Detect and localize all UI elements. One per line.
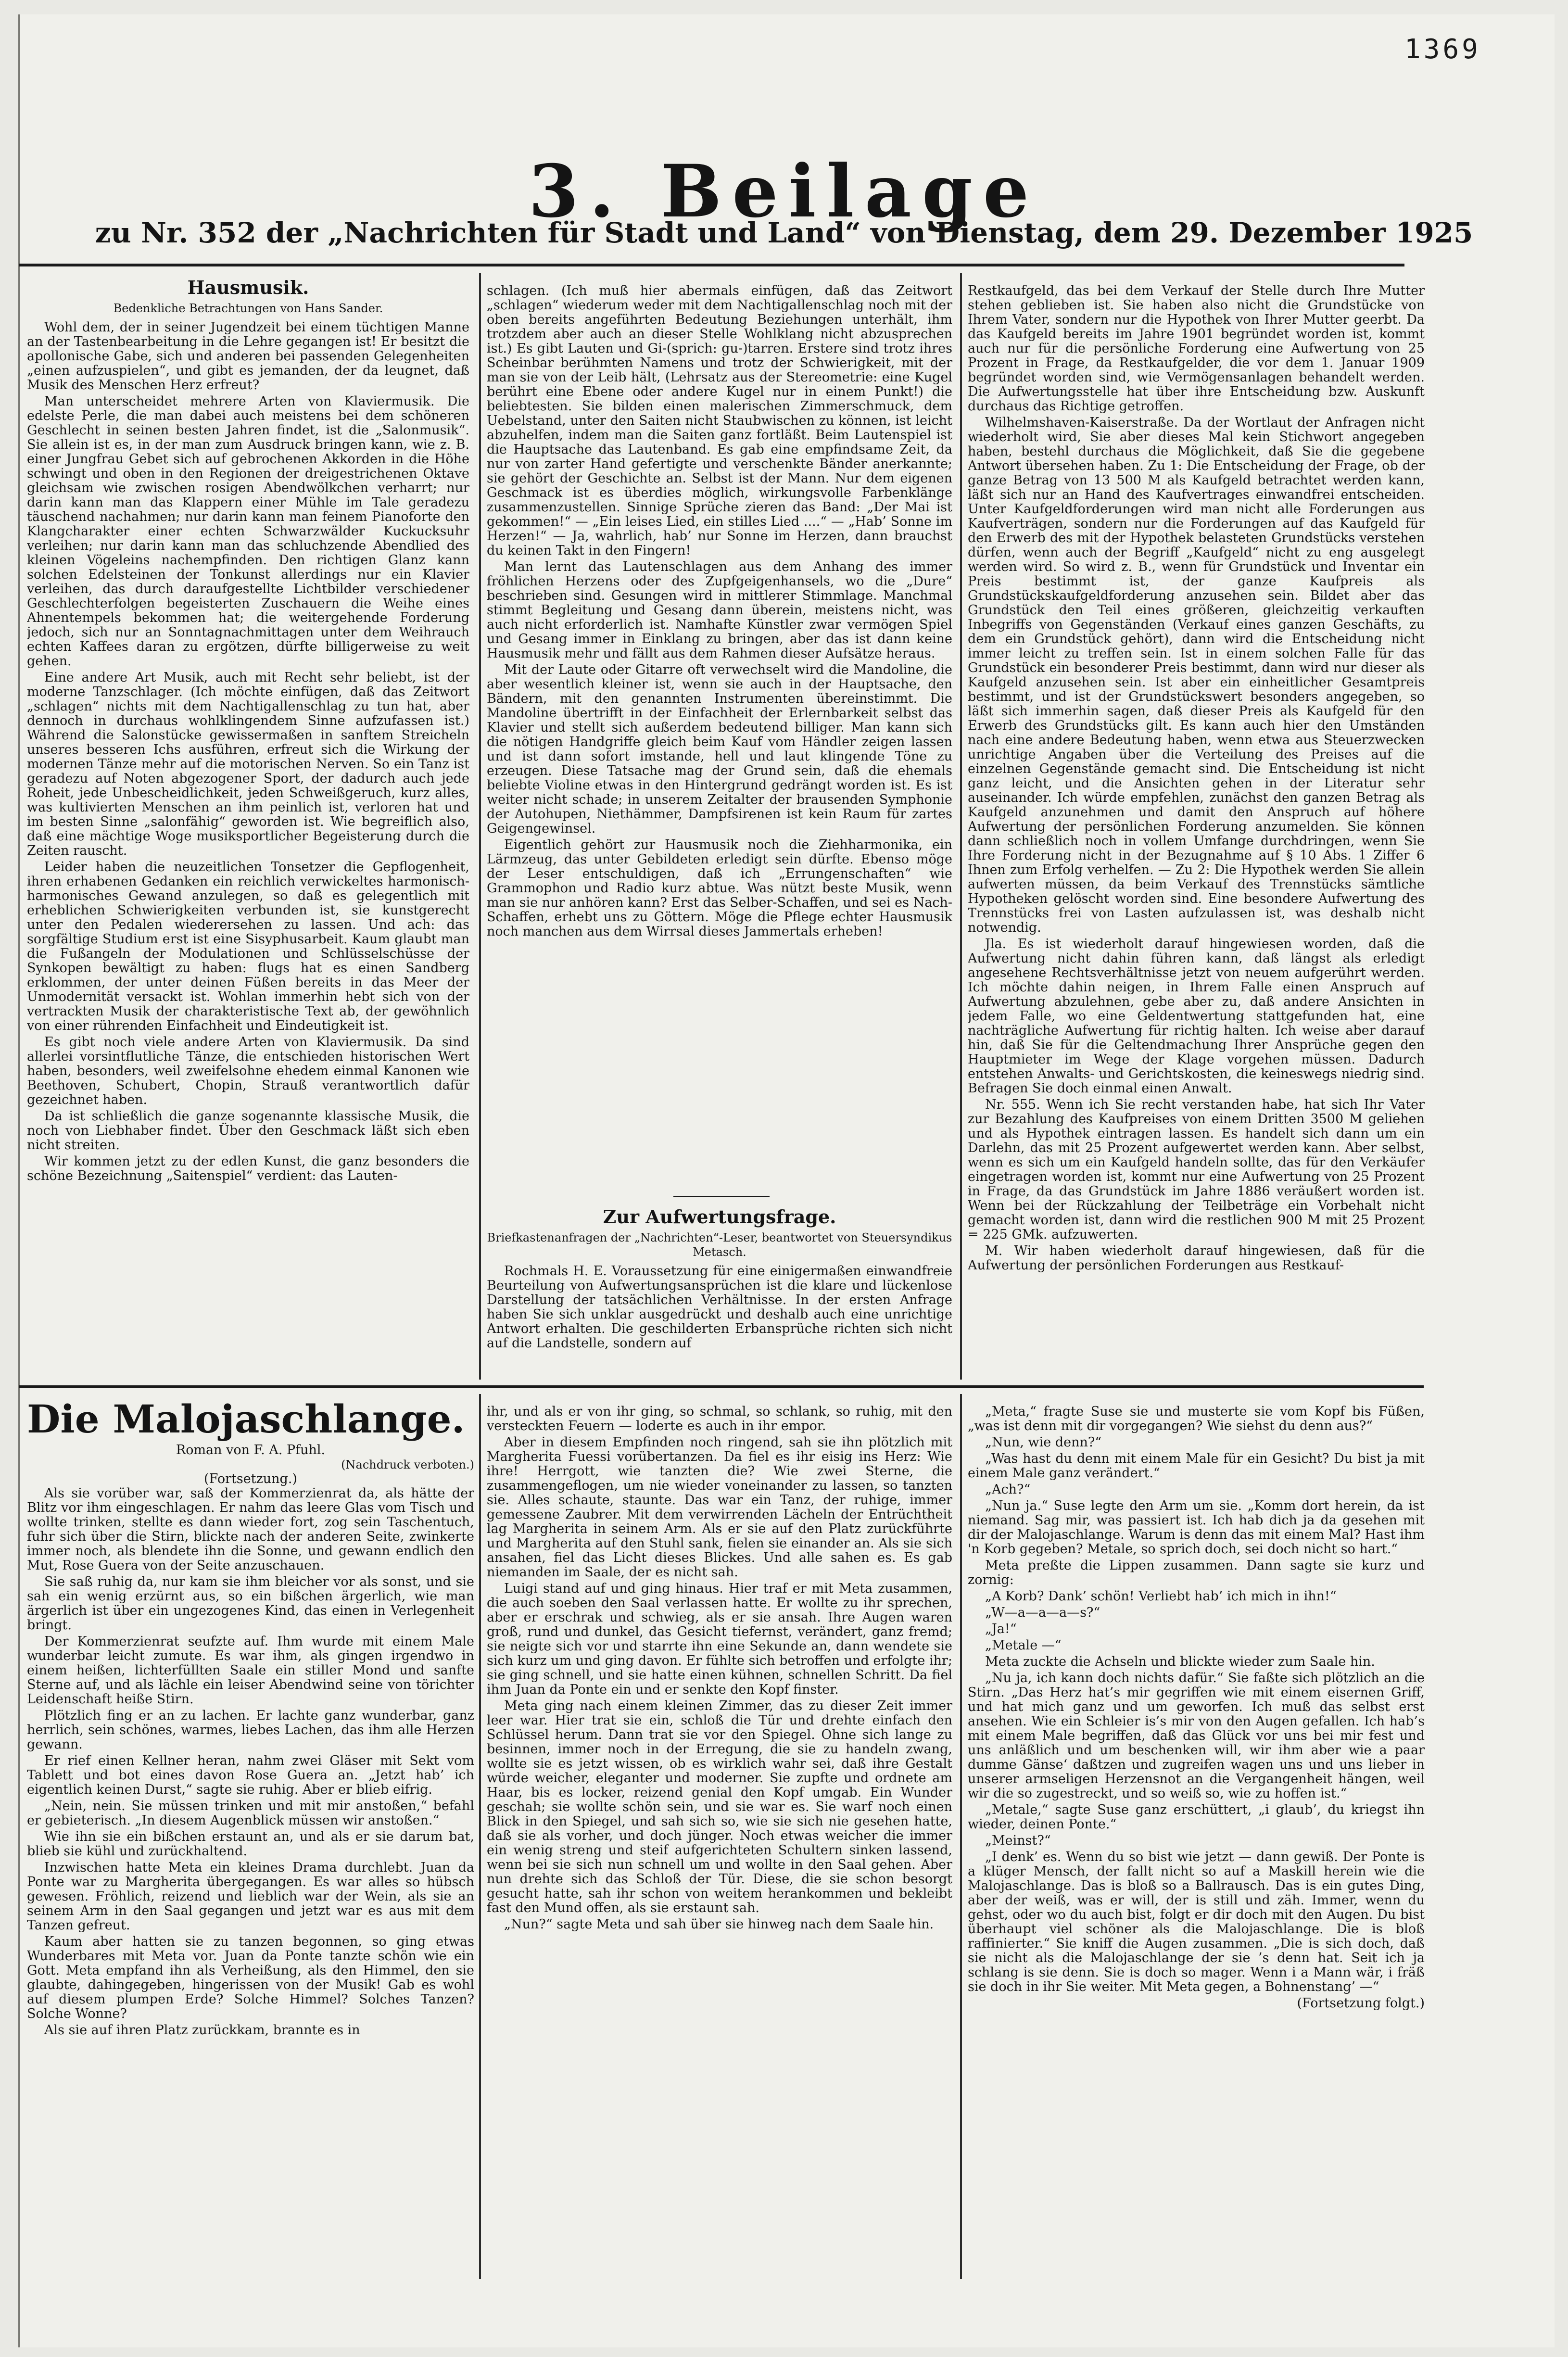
roman-paragraph: Als sie vorüber war, saß der Kommerzienrat da, als hätte der Blitz vor ihm eingeschlagen. Er nahm das leere Glas vom Tisch und wollte trinken, stellte es dann wieder fort, zog sein Taschentuch, fuhr sich über die Stirn, blickte nach der anderen Seite, zwinkerte immer noch, als blendete ihn die Sonne, und gewann endlich den Mut, Rose Guera von der Seite anzuschauen. <box>27 1486 474 1573</box>
aufwertung-column-3 <box>968 284 1425 1376</box>
masthead-rule <box>19 264 1404 266</box>
column-divider-upper-2 <box>960 273 962 1380</box>
roman-paragraph: „Nun, wie denn?“ <box>985 1435 1102 1450</box>
serial-byline: Roman von F. A. Pfuhl. <box>176 1443 326 1457</box>
hausmusik-paragraph: Wohl dem, der in seiner Jugendzeit bei einem tüchtigen Manne an der Tastenbearbeitung in die Lehre gegangen ist! Er besitzt die apollonische Gabe, sich und anderen bei passenden Gelegenheiten „einen aufzuspielen“, und gibt es jemanden, der da leugnet, daß Musik des Menschen Herz erfreut? <box>27 320 469 393</box>
roman-paragraph: „Metale —“ <box>985 1638 1062 1653</box>
roman-paragraph: „Nu ja, ich kann doch nichts dafür.“ Sie faßte sich plötzlich an die Stirn. „Das Herz hat’s mir gegriffen wie mit einem eisernen Griff, und hat mich ganz und um geworfen. Ich muß das selbst erst ansehen. Wie ein Schleier is’s mir von den Augen gefallen. Ich hab’s mit einem Male begriffen, daß das Glück vor uns bei mir fest und uns anläßlich und um beschenken will, wir ihm aber wie a paar dumme Gänse‘ daßtzen und zugreifen wagen uns und uns lieber in unserer armseligen Herzensnot an die Vergangenheit hängen, weil wir die so zugestreckt, und so weiß so, wie zu hoffen ist.“ <box>968 1671 1425 1801</box>
aufwertung-paragraph: Restkaufgeld, das bei dem Verkauf der Stelle durch Ihre Mutter stehen geblieben ist. Sie haben also nicht die Grundstücke von Ihrem Vater, sondern nur die Hypothek von Ihrer Mutter geerbt. Da das Kaufgeld bereits im Jahre 1901 begründet worden ist, kommt auch nur für die persönliche Forderung eine Aufwertung von 25 Prozent in Frage, da Restkaufgelder, die vor dem 1. Januar 1909 begründet worden sind, wie Vermögensanlagen behandelt werden. Die Aufwertungsstelle hat über ihre Entscheidung bzw. Auskunft durchaus das Richtige getroffen. <box>968 284 1425 414</box>
hausmusik-paragraph: Eine andere Art Musik, auch mit Recht sehr beliebt, ist der moderne Tanzschlager. (Ich möchte einfügen, daß das Zeitwort „schlagen“ nichts mit dem Nachtigallenschlag zu tun hat, aber dennoch in durchaus wohlklingendem Sinne aufzufassen ist.) Während die Salonstücke gewissermaßen in sanftem Streicheln unseres besseren Ichs ausführen, erfreut sich die Wirkung der modernen Tänze mehr auf die motorischen Nerven. So ein Tanz ist geradezu auf Noten abgezogener Sport, der dadurch auch jede Roheit, jede Unbescheidlichkeit, jeden Schweißgeruch, kurz alles, was kultivierten Menschen an ihm peinlich ist, verloren hat und im besten Sinne „salonfähig“ geworden ist. Wie begreiflich also, daß eine mächtige Woge musiksportlicher Begeisterung durch die Zeiten rauscht. <box>27 670 469 858</box>
aufwertung-subtitle: Briefkastenanfragen der „Nachrichten“-Leser, beantwortet von Steuersyndikus Metasch. <box>487 1231 952 1259</box>
hausmusik-paragraph: Mit der Laute oder Gitarre oft verwechselt wird die Mandoline, die aber wesentlich kleiner ist, wenn sie auch in der Hauptsache, den Bändern, mit den genannten Instrumenten übereinstimmt. Die Mandoline übertrifft in der Einfachheit der Erlernbarkeit selbst das Klavier und stellt sich außerdem bedeutend billiger. Man kann sich die nötigen Handgriffe gleich beim Kauf vom Händler zeigen lassen und ist dann sofort imstande, hell und laut klingende Töne zu erzeugen. Diese Tatsache mag der Grund sein, daß die ehemals beliebte Violine etwas in den Hintergrund gedrängt worden ist. Es ist weiter nicht schade; in unserem Zeitalter der brausenden Symphonie der Autohupen, Niethämmer, Dampfsirenen ist kein Raum für zartes Geigengewinsel. <box>487 662 952 836</box>
roman-paragraph: „Ach?“ <box>985 1482 1031 1497</box>
hausmusik-paragraph: Man unterscheidet mehrere Arten von Klaviermusik. Die edelste Perle, die man dabei auch meistens bei dem schöneren Geschlecht in seinen besten Jahren findet, ist die „Salonmusik“. Sie allein ist es, in der man zum Ausdruck bringen kann, wie z. B. einer Jungfrau Gebet sich auf gebrochenen Akkorden in die Höhe schwingt und oben in den Regionen der dreigestrichenen Oktave gleichsam wie zwischen rosigen Abendwölkchen verharrt; nur darin kann man das Klappern einer Mühle im Tale geradezu täuschend nachahmen; nur darin kann man feinem Pianoforte den Klangcharakter einer echten Schwarzwälder Kuckucksuhr verleihen; nur darin kann man das schluchzende Abendlied des kleinen Vögeleins nachempfinden. Den richtigen Glanz kann solchen Edelsteinen der Tonkunst allerdings nur ein Klavier verleihen, das durch daraufgestellte Lichtbilder verschiedener Geschlechterfolgen begeisterten Zuschauern die Weihe eines Ahnentempels bekommen hat; die weitergehende Forderung jedoch, sich nur an Sonntagnachmittagen unter dem Weihrauch echten Kaffees daran zu ergötzen, dürfte billigerweise zu weit gehen. <box>27 394 469 669</box>
hausmusik-paragraph: Leider haben die neuzeitlichen Tonsetzer die Gepflogenheit, ihren erhabenen Gedanken ein reichlich verwickeltes harmonisch-harmonisches Gewand anzulegen, so daß es gelegentlich mit erheblichen Schwierigkeiten verbunden ist, sie kunstgerecht unter den Pedalen wiederersehen zu lassen. Und ach: das sorgfältige Studium erst ist eine Sisyphusarbeit. Kaum glaubt man die Fußangeln der Modulationen und Schlüsselschüsse der Synkopen bewältigt zu haben: flugs hat es einen Sandberg erklommen, der unter deinen Füßen bereits in das Meer der Unmodernität versackt ist. Wohlan immerhin hebt sich von der vertrackten Musik der charakteristische Text ab, der gewöhnlich von einer rührenden Einfachheit und Eindeutigkeit ist. <box>27 860 469 1033</box>
roman-paragraph: Meta preßte die Lippen zusammen. Dann sagte sie kurz und zornig: <box>968 1558 1425 1587</box>
roman-paragraph: „Meta,“ fragte Suse sie und musterte sie vom Kopf bis Füßen, „was ist denn mit dir vorgegangen? Wie siehst du denn aus?“ <box>968 1405 1425 1433</box>
roman-paragraph: „Meinst?“ <box>985 1833 1051 1848</box>
aufwertung-paragraph: Rochmals H. E. Voraussetzung für eine einigermaßen einwandfreie Beurteilung von Aufwertungsansprüchen ist die klare und lückenlose Darstellung der tatsächlichen Verhältnisse. In der ersten Anfrage haben Sie sich unklar ausgedrückt und deshalb auch eine unrichtige Antwort erhalten. Die geschilderten Erbansprüche richten sich nicht auf die Landstelle, sondern auf <box>487 1264 952 1351</box>
aufwertung-paragraph: Jla. Es ist wiederholt darauf hingewiesen worden, daß die Aufwertung nicht dahin führen kann, daß längst als erledigt angesehene Rechtsverhältnisse jetzt von neuem aufgerührt werden. Ich möchte dahin neigen, in Ihrem Falle einen Anspruch auf Aufwertung abzulehnen, gebe aber zu, daß andere Ansichten in jedem Falle, wo eine Geldentwertung stattgefunden hat, eine nachträgliche Aufwertung für richtig halten. Ich weise aber darauf hin, daß Sie für die Geltendmachung Ihrer Ansprüche gegen den Hauptmieter im Wege der Klage vorgehen müssen. Dadurch entstehen Anwalts- und Gerichtskosten, die keineswegs niedrig sind. Befragen Sie doch einmal einen Anwalt. <box>968 937 1425 1096</box>
supplement-title: 3. Beilage <box>528 149 1040 234</box>
roman-paragraph: „I denk’ es. Wenn du so bist wie jetzt — dann gewiß. Der Ponte is a klüger Mensch, der fallt nicht so auf a Maskill herein wie die Malojaschlange. Das is bloß so a Ballrausch. Das is ein gutes Ding, aber der weiß, was er will, der is still und zäh. Immer, wenn du gehst, oder wo du auch bist, folgt er dir doch mit den Augen. Du bist überhaupt viel schöner als die Malojaschlange. Die is bloß raffinierter.“ Sie kniff die Augen zusammen. „Die is sich doch, daß sie nicht als die Malojaschlange der sie ’s denn hat. Seit ich ja schlang is sie denn. Sie is doch so mager. Wenn i a Mann wär, i fräß sie doch in ihr Sie weiter. Mit Meta gegen, a Bohnenstang’ —“ <box>968 1850 1425 1994</box>
roman-paragraph: „Ja!“ <box>985 1622 1017 1636</box>
roman-paragraph: „Was hast du denn mit einem Male für ein Gesicht? Du bist ja mit einem Male ganz verändert.“ <box>968 1451 1425 1481</box>
hausmusik-column-1 <box>27 273 469 1375</box>
roman-paragraph: „Metale,“ sagte Suse ganz erschüttert, „i glaub’, du kriegst ihn wieder, deinen Ponte.“ <box>968 1802 1425 1832</box>
aufwertung-paragraph: Wilhelmshaven-Kaiserstraße. Da der Wortlaut der Anfragen nicht wiederholt wird, Sie aber dieses Mal kein Stichwort angegeben haben, bestehl durchaus die Möglichkeit, daß Sie die gegebene Antwort übersehen haben. Zu 1: Die Entscheidung der Frage, ob der ganze Betrag von 13 500 M als Kaufgeld betrachtet werden kann, läßt sich nur an Hand des Kaufvertrages einwandfrei entscheiden. Unter Kaufgeldforderungen wird man nicht alle Forderungen aus Kaufverträgen, sondern nur die Forderungen auf das Kaufgeld für den Erwerb des mit der Hypothek belasteten Grundstücks verstehen dürfen, wenn auch der Begriff „Kaufgeld“ nicht zu eng ausgelegt werden wird. So wird z. B., wenn für Grundstück und Inventar ein Preis bestimmt ist, der ganze Kaufpreis als Grundstückskaufgeldforderung anzusehen sein. Bildet aber das Grundstück den Teil eines größeren, gleichzeitig verkauften Inbegriffs von Gegenständen (Verkauf eines ganzen Geschäfts, zu dem ein Grundstück gehört), dann wird die Entscheidung nicht immer leicht zu treffen sein. Ist in einem solchen Falle für das Grundstück ein besonderer Preis bestimmt, dann wird nur dieser als Kaufgeld anzusehen sein. Ist aber ein einheitlicher Gesamtpreis bestimmt, und ist der Grundstückswert besonders angegeben, so läßt sich immerhin sagen, daß dieser Preis als Kaufgeld für den Erwerb des Grundstücks gilt. Es kann auch hier den Umständen nach eine andere Bedeutung haben, wenn etwa aus Steuerzwecken unrichtige Angaben über die Verteilung des Preises auf die einzelnen Gegenstände gemacht sind. Die Entscheidung ist nicht ganz leicht, und die Ansichten gehen in der Literatur sehr auseinander. Ich würde empfehlen, zunächst den ganzen Betrag als Kaufgeld anzunehmen und damit den Anspruch auf höhere Aufwertung der persönlichen Forderung anzumelden. Sie können dann schließlich noch in vollem Umfange durchdringen, wenn Sie Ihre Forderung nicht in der Bezugnahme auf § 10 Abs. 1 Ziffer 6 Ihnen zum Erfolg verhelfen. — Zu 2: Die Hypothek werden Sie allein aufwerten müssen, da beim Verkauf des Trennstücks sämtliche Hypotheken gelöscht worden sind. Eine besondere Aufwertung des Trennstücks frei von Lasten aufzulassen ist, was deshalb nicht notwendig. <box>968 415 1425 935</box>
hausmusik-paragraph: Da ist schließlich die ganze sogenannte klassische Musik, die noch von Liebhaber findet. Über den Geschmack läßt sich eben nicht streiten. <box>27 1109 469 1153</box>
roman-paragraph: Sie saß ruhig da, nur kam sie ihm bleicher vor als sonst, und sie sah ein wenig erzürnt aus, so ein bißchen ärgerlich, wie man ärgerlich ist über ein ungezogenes Kind, das einen in Verlegenheit bringt. <box>27 1574 474 1633</box>
section-short-rule <box>673 1196 770 1197</box>
roman-paragraph: Kaum aber hatten sie zu tanzen begonnen, so ging etwas Wunderbares mit Meta vor. Juan da Ponte tanzte schön wie ein Gott. Meta empfand ihn als Verheißung, als den Himmel, den sie glaubte, dahingegeben, hingerissen von der Musik! Gab es wohl auf diesem plumpen Erde? Solche Himmel? Solches Tanzen? Solche Wonne? <box>27 1934 474 2021</box>
to-be-continued-note: (Fortsetzung folgt.) <box>1297 1996 1425 2011</box>
roman-paragraph: „Nun?“ sagte Meta und sah über sie hinweg nach dem Saale hin. <box>504 1917 934 1932</box>
roman-column-3 <box>968 1405 1425 2280</box>
page-number: 1369 <box>1404 34 1481 65</box>
column-divider-lower-1 <box>479 1394 481 2279</box>
aufwertung-paragraph: M. Wir haben wiederholt darauf hingewiesen, daß für die Aufwertung der persönlichen Forderungen aus Restkauf- <box>968 1243 1425 1273</box>
hausmusik-paragraph: Wir kommen jetzt zu der edlen Kunst, die ganz besonders die schöne Bezeichnung „Saitenspiel“ verdient: das Lauten- <box>27 1154 469 1183</box>
roman-paragraph: Meta ging nach einem kleinen Zimmer, das zu dieser Zeit immer leer war. Hier trat sie ein, schloß die Tür und drehte einfach den Schlüssel herum. Dann trat sie vor den Spiegel. Ohne sich lange zu besinnen, immer noch in der Erregung, die sie zu handeln zwang, wollte sie es jetzt wissen, ob es wirklich wahr sei, daß ihre Gestalt würde weicher, eleganter und moderner. Sie zupfte und ordnete am Haar, bis es locker, reizend genial den Kopf umgab. Ein Wunder geschah; sie wollte schön sein, und sie war es. Sie warf noch einen Blick in den Spiegel, und sah sich so, wie sie sich nie gesehen hatte, daß sie als vorher, und doch jünger. Noch etwas weicher die immer ein wenig streng und steif aufgerichteten Schultern sinken lassend, wenn bei sie sich nun schnell um und wollte in den Saal gehen. Aber nun drehte sich das Schloß der Tür. Diese, die sie schon besorgt gesucht hatte, sah ihr schon von weitem herankommen und bekleibt fast den Mund offen, als sie erstaunt sah. <box>487 1698 952 1915</box>
roman-paragraph: „Nun ja.“ Suse legte den Arm um sie. „Komm dort herein, da ist niemand. Sag mir, was passiert ist. Ich hab dich ja da gesehen mit dir der Malojaschlange. Warum is denn das mit einem Mal? Hast ihm 'n Korb gegeben? Metale, so sprich doch, sei doch nicht so hart.“ <box>968 1498 1425 1557</box>
hausmusik-paragraph: Es gibt noch viele andere Arten von Klaviermusik. Da sind allerlei vorsintflutliche Tänze, die entschieden historischen Wert haben, besonders, weil zweifelsohne ehedem einmal Kanonen wie Beethoven, Schubert, Chopin, Strauß verantwortlich dafür gezeichnet haben. <box>27 1035 469 1107</box>
supplement-subtitle: zu Nr. 352 der „Nachrichten für Stadt und Land“ von Dienstag, dem 29. Dezember 1925 <box>95 216 1473 249</box>
roman-paragraph: „A Korb? Dank’ schön! Verliebt hab’ ich mich in ihn!“ <box>985 1589 1337 1604</box>
roman-paragraph: Aber in diesem Empfinden noch ringend, sah sie ihn plötzlich mit Margherita Fuessi vorübertanzen. Da fiel es ihr eisig ins Herz: Wie ihre! Herrgott, wie tanzten die? Wie zwei Sterne, die zusammengeflogen, um nie wieder voneinander zu lassen, so tanzten sie. Alles schaute, staunte. Das war ein Tanz, der ruhige, immer gemessene Zaubrer. Mit dem verwirrenden Lächeln der Entrüchtheit lag Margherita in seinem Arm. Als er sie auf den Platz zurückführte und Margherita auf den Stuhl sank, fielen sie einander an. Als sie sich ansahen, fiel das Licht dieses Blickes. Und alle sahen es. Es gab niemanden im Saale, der es nicht sah. <box>487 1435 952 1580</box>
roman-paragraph: Meta zuckte die Achseln und blickte wieder zum Saale hin. <box>985 1654 1375 1669</box>
hausmusik-paragraph: schlagen. (Ich muß hier abermals einfügen, daß das Zeitwort „schlagen“ wiederum weder mit dem Nachtigallenschlag noch mit der oben bereits angeführten Bedeutung Beziehungen unterhält, ihm trotzdem aber auch an dieser Stelle Wohlklang nicht abzusprechen ist.) Es gibt Lauten und Gi-(sprich: gu-)tarren. Erstere sind trotz ihres Scheinbar berühmten Namens und trotz der Schwierigkeit, mit der man sie von der Leib hält, (Lehrsatz aus der Stereometrie: eine Kugel berührt eine Ebene oder andere Kugel nur in einem Punkt!) die beliebtesten. Sie bilden einen malerischen Zimmerschmuck, dem Uebelstand, unter den Saiten nicht Staubwischen zu können, ist leicht abzuhelfen, indem man die Saiten ganz fortläßt. Beim Lautenspiel ist die Hauptsache das Lautenband. Es gab eine empfindsame Zeit, da nur von zarter Hand gefertigte und verschenkte Bänder anerkannte; sie gehört der Geschichte an. Selbst ist der Mann. Nur dem eigenen Geschmack ist es überdies möglich, wirkungsvolle Farbenklänge zusammenzustellen. Sinnige Sprüche zieren das Band: „Der Mai ist gekommen!“ — „Ein leises Lied, ein stilles Lied ....“ — „Hab’ Sonne im Herzen!“ — Ja, wahrlich, hab’ nur Sonne im Herzen, dann brauchst du keinen Takt in den Fingern! <box>487 284 952 558</box>
hausmusik-paragraph: Man lernt das Lautenschlagen aus dem Anhang des immer fröhlichen Herzens oder des Zupfgeigenhansels, wo die „Dure“ beschrieben sind. Gesungen wird in mittlerer Stimmlage. Manchmal stimmt Begleitung und Gesang dann überein, meistens nicht, was auch nicht erforderlich ist. Namhafte Künstler zwar vermögen Spiel und Gesang immer in Einklang zu bringen, aber das ist dann keine Hausmusik mehr und fällt aus dem Rahmen dieser Aufsätze heraus. <box>487 559 952 661</box>
roman-paragraph: ihr, und als er von ihr ging, so schmal, so schlank, so ruhig, mit den versteckten Feuern — loderte es auch in ihr empor. <box>487 1405 952 1433</box>
roman-column-1 <box>27 1395 474 2280</box>
hausmusik-paragraph: Eigentlich gehört zur Hausmusik noch die Ziehharmonika, ein Lärmzeug, das unter Gebildeten erledigt sein dürfte. Ebenso möge der Leser entschuldigen, daß ich „Errungenschaften“ wie Grammophon und Radio kurz abtue. Was nützt beste Musik, wenn man sie nur anhören kann? Erst das Selber-Schaffen, und sei es Nach-Schaffen, erhebt uns zu Göttern. Möge die Pflege echter Hausmusik noch manchen aus dem Wirrsal dieses Jammertals erheben! <box>487 837 952 939</box>
aufwertung-paragraph: Nr. 555. Wenn ich Sie recht verstanden habe, hat sich Ihr Vater zur Bezahlung des Kaufpreises von einem Dritten 3500 M geliehen und als Hypothek eintragen lassen. Es handelt sich dann um ein Darlehn, das mit 25 Prozent aufgewertet werden kann. Aber selbst, wenn es sich um ein Kaufgeld handeln sollte, das für den Verkäufer eingetragen worden ist, kommt nur eine Aufwertung von 25 Prozent in Frage, da das Grundstück im Jahre 1886 veräußert worden ist. Wenn bei der Rückzahlung der Teilbeträge ein Vorbehalt nicht gemacht worden ist, dann wird die restlichen 900 M mit 25 Prozent = 225 GMk. aufzuwerten. <box>968 1097 1425 1242</box>
roman-paragraph: „Nein, nein. Sie müssen trinken und mit mir anstoßen,“ befahl er gebieterisch. „In diesem Augenblick müssen wir anstoßen.“ <box>27 1799 474 1828</box>
aufwertung-title: Zur Aufwertungsfrage. <box>603 1206 836 1228</box>
roman-paragraph: Er rief einen Kellner heran, nahm zwei Gläser mit Sekt vom Tablett und bot eines davon Rose Guera an. „Jetzt hab’ ich eigentlich keinen Durst,“ sagte sie ruhig. Aber er blieb eifrig. <box>27 1753 474 1797</box>
serial-continuation-note: (Fortsetzung.) <box>204 1471 297 1486</box>
roman-paragraph: Wie ihn sie ein bißchen erstaunt an, und als er sie darum bat, blieb sie kühl und zurückhaltend. <box>27 1829 474 1859</box>
roman-paragraph: Als sie auf ihren Platz zurückkam, brannte es in <box>44 2023 360 2038</box>
column-divider-upper-1 <box>479 273 481 1380</box>
hausmusik-title: Hausmusik. <box>187 277 309 298</box>
aufwertung-column-2 <box>487 1203 952 1376</box>
roman-paragraph: „W—a—a—a—s?“ <box>985 1605 1100 1620</box>
serial-title: Die Malojaschlange. <box>27 1396 465 1442</box>
roman-paragraph: Luigi stand auf und ging hinaus. Hier traf er mit Meta zusammen, die auch soeben den Saal verlassen hatte. Er wollte zu ihr sprechen, aber er erschrak und schwieg, als er sie ansah. Ihre Augen waren groß, rund und dunkel, das Gesicht tiefernst, verändert, ganz fremd; sie neigte sich vor und starrte ihn eine Sekunde an, dann wendete sie sich kurz um und ging davon. Er fühlte sich betroffen und erfolgte ihr; sie ging schnell, und sie hatte einen kühnen, schnellen Schritt. Da fiel ihm Juan da Ponte ein und er senkte den Kopf finster. <box>487 1581 952 1697</box>
roman-paragraph: Plötzlich fing er an zu lachen. Er lachte ganz wunderbar, ganz herrlich, sein schönes, warmes, liebes Lachen, das ihm alle Herzen gewann. <box>27 1708 474 1752</box>
roman-paragraph: Inzwischen hatte Meta ein kleines Drama durchlebt. Juan da Ponte war zu Margherita übergegangen. Es war alles so hübsch gewesen. Fröhlich, reizend und lieblich war der Wein, als sie an seinem Arm in den Saal gegangen und jetzt war es aus mit dem Tanzen gefreut. <box>27 1860 474 1933</box>
roman-column-2 <box>487 1405 952 2280</box>
section-divider <box>19 1385 1424 1388</box>
hausmusik-column-2 <box>487 284 952 1193</box>
column-divider-lower-2 <box>960 1394 962 2279</box>
roman-paragraph: Der Kommerzienrat seufzte auf. Ihm wurde mit einem Male wunderbar leicht zumute. Es war ihm, als gingen irgendwo in einem heißen, lichterfüllten Saale ein stiller Mond und sanfte Sterne auf, und als lächle ein leiser Abendwind seine von törichter Leidenschaft heiße Stirn. <box>27 1634 474 1707</box>
hausmusik-subtitle: Bedenkliche Betrachtungen von Hans Sander. <box>113 302 383 315</box>
serial-rights-notice: (Nachdruck verboten.) <box>341 1458 474 1471</box>
